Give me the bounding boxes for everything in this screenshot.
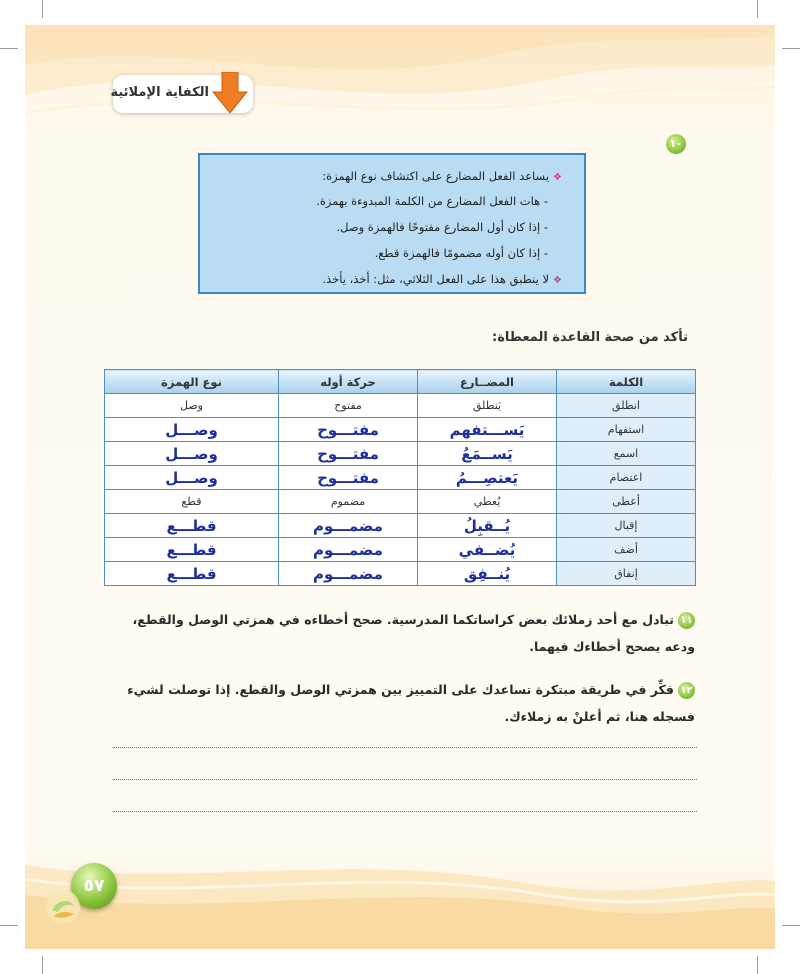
table-cell-present-verb: يُعطي [418,490,557,514]
section-header-label: الكفاية الإملائية [110,85,209,100]
table-cell-hamza-type: قطع [105,490,279,514]
table-row [105,514,696,538]
exercise-text: فكِّر في طريقة مبتكرة تساعدك على التمييز بين همزتي الوصل والقطع. إذا توصلت لشيء فسجله هنا، ثم أعلنْ به زملاءك. [127,682,695,724]
bottom-wave-decoration [25,845,775,949]
column-header-word: الكلمة [557,370,696,394]
table-cell-vowel: مضمـــوم [279,514,418,538]
table-row [105,394,696,418]
answer-line[interactable] [113,747,697,748]
rule-line-5: ❖لا ينطبق هذا على الفعل الثلاثي، مثل: أخذ، يأخذ. [322,272,562,286]
table-cell-hamza-type: وصـــل [105,466,279,490]
table-cell-present-verb: يَنطلق [418,394,557,418]
verb-hamza-table [104,369,696,586]
down-arrow-icon [212,72,248,114]
table-row [105,538,696,562]
exercise-number-badge: ١٢ [678,682,695,699]
table-header-row [105,370,696,394]
table-instruction: تأكد من صحة القاعدة المعطاة: [492,330,688,345]
table-cell-present-verb: يُضــفي [418,538,557,562]
table-cell-word: أضف [557,538,696,562]
rule-line-1: ❖يساعد الفعل المضارع على اكتشاف نوع الهمزة: [322,169,562,183]
crop-mark [757,0,758,18]
table-cell-hamza-type: وصل [105,394,279,418]
table-row [105,418,696,442]
table-cell-present-verb: يَســمَعُ [418,442,557,466]
table-cell-hamza-type: وصـــل [105,442,279,466]
page-number-badge: ٥٧ [71,863,117,909]
table-cell-word: إنفاق [557,562,696,586]
table-cell-word: اعتصام [557,466,696,490]
table-row [105,490,696,514]
rule-line-3: - إذا كان أول المضارع مفتوحًا فالهمزة وصل. [336,220,548,234]
answer-line[interactable] [113,811,697,812]
table-row [105,466,696,490]
rule-box [198,153,586,294]
diamond-bullet-icon: ❖ [553,172,562,183]
column-header-first-letter-vowel: حركة أوله [279,370,418,394]
table-cell-vowel: مضمـــوم [279,538,418,562]
table-row [105,562,696,586]
answer-line[interactable] [113,779,697,780]
table-cell-word: انطلق [557,394,696,418]
table-cell-present-verb: يَســـتفهم [418,418,557,442]
crop-mark [782,48,800,49]
publisher-logo-icon [44,888,82,926]
exercise-12 [105,676,695,730]
rule-line-2: - هات الفعل المضارع من الكلمة المبدوءة بهمزة. [316,194,548,208]
crop-mark [0,48,18,49]
exercise-text: تبادل مع أحد زملائك بعض كراساتكما المدرسية. صحح أخطاءه في همزتي الوصل والقطع، ودعه يصحح أخطاءك فيهما. [132,612,695,654]
table-cell-vowel: مفتوح [279,394,418,418]
table-cell-word: إقبال [557,514,696,538]
crop-mark [782,925,800,926]
exercise-11 [105,606,695,660]
table-cell-hamza-type: وصـــل [105,418,279,442]
table-cell-word: استفهام [557,418,696,442]
table-cell-hamza-type: قطـــع [105,562,279,586]
column-header-hamza-type: نوع الهمزة [105,370,279,394]
table-cell-present-verb: يُنــفِق [418,562,557,586]
table-cell-word: اسمع [557,442,696,466]
table-cell-hamza-type: قطـــع [105,514,279,538]
crop-mark [42,956,43,974]
table-cell-vowel: مفتـــوح [279,418,418,442]
table-cell-present-verb: يَعتصِـــمُ [418,466,557,490]
table-cell-vowel: مفتـــوح [279,466,418,490]
table-cell-present-verb: يُــقبِلُ [418,514,557,538]
crop-mark [0,925,18,926]
crop-mark [757,956,758,974]
table-cell-vowel: مفتـــوح [279,442,418,466]
section-number-badge: ١٠ [666,134,686,154]
table-cell-word: أعطى [557,490,696,514]
table-cell-hamza-type: قطـــع [105,538,279,562]
diamond-bullet-icon: ❖ [553,275,562,286]
rule-line-4: - إذا كان أوله مضمومًا فالهمزة قطع. [374,246,548,260]
column-header-present-verb: المضــارع [418,370,557,394]
table-cell-vowel: مضموم [279,490,418,514]
crop-mark [42,0,43,18]
exercise-number-badge: ١١ [678,612,695,629]
table-row [105,442,696,466]
table-cell-vowel: مضمـــوم [279,562,418,586]
